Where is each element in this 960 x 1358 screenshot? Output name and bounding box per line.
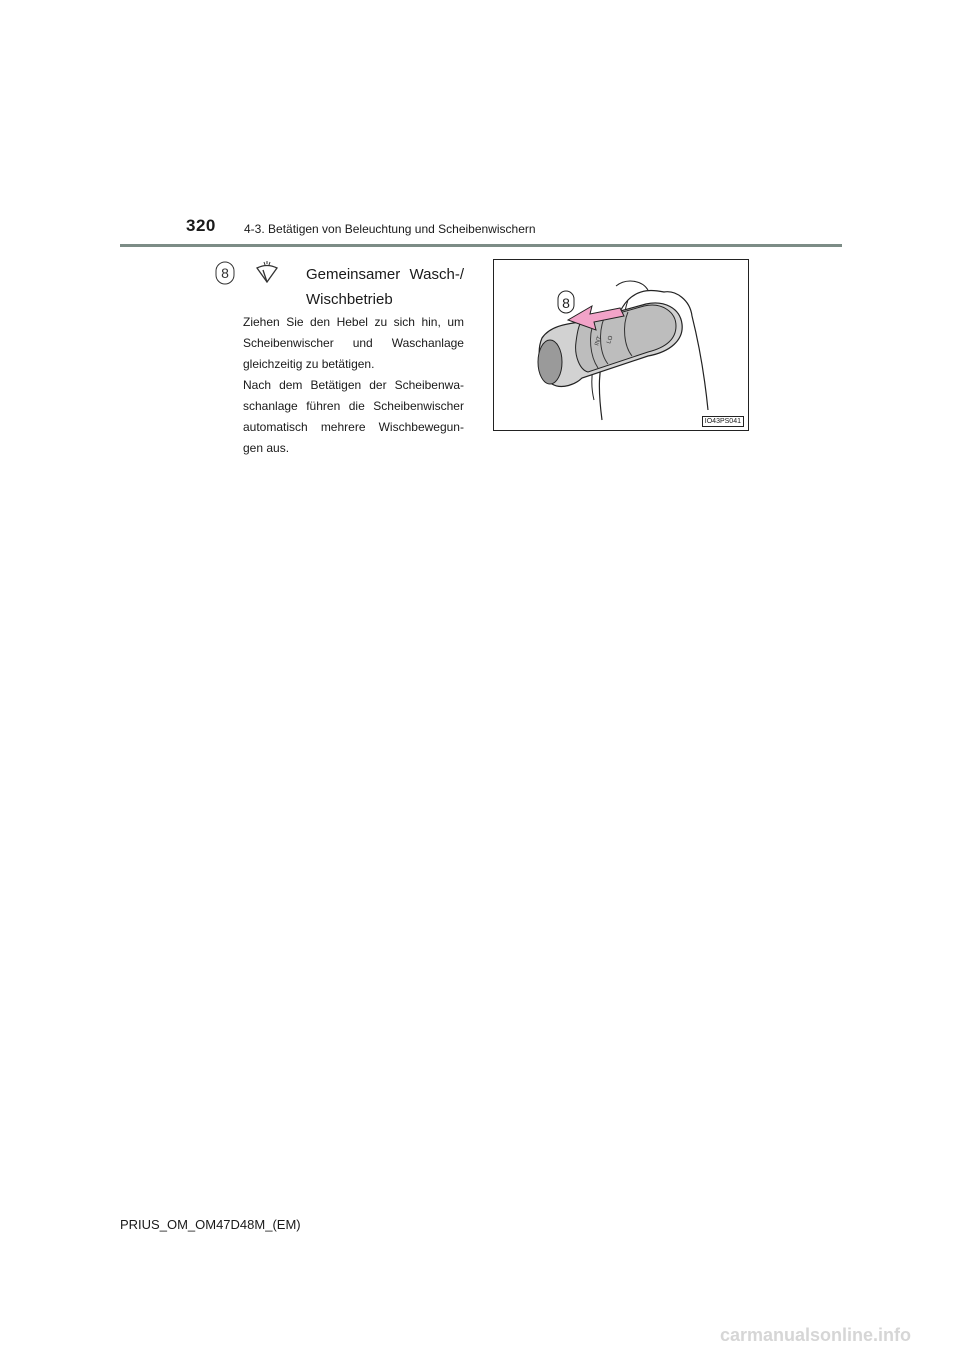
word: dem [279, 378, 303, 392]
paragraph-2 [243, 375, 464, 459]
item-heading [258, 262, 464, 312]
paragraph-line: gleichzeitig zu betätigen. [243, 357, 375, 371]
svg-text:INT: INT [594, 335, 604, 347]
word: Nach [243, 378, 272, 392]
word: und [352, 336, 373, 350]
word: Scheibenwischer [373, 399, 464, 413]
item-marker-label: 8 [221, 265, 229, 281]
word: automatisch [243, 420, 308, 434]
item-heading-word2: Wasch-/ [409, 266, 464, 283]
word: zu [374, 315, 388, 329]
word: Sie [286, 315, 304, 329]
paragraph-line: gen aus. [243, 441, 290, 455]
word: der [369, 378, 387, 392]
paragraph-1 [243, 312, 464, 375]
word: führen [306, 399, 341, 413]
word: schanlage [243, 399, 298, 413]
word: die [348, 399, 365, 413]
word: Scheibenwa- [394, 378, 464, 392]
svg-text:LO: LO [606, 335, 615, 345]
word: Hebel [336, 315, 368, 329]
item-heading-word1: Gemeinsamer [306, 266, 401, 283]
watermark: carmanualsonline.info [720, 1325, 912, 1345]
header-rule [120, 244, 842, 247]
figure-marker-label: 8 [562, 295, 570, 311]
footer-doc-code: PRIUS_OM_OM47D48M_(EM) [120, 1217, 301, 1232]
section-title: 4-3. Betätigen von Beleuchtung und Scheibenwischern [244, 222, 536, 236]
word: um [447, 315, 464, 329]
word: den [310, 315, 331, 329]
page-number: 320 [186, 216, 216, 235]
item-heading-line2: Wischbetrieb [306, 291, 393, 308]
figure-illustration [493, 259, 749, 431]
word: Waschanlage [391, 336, 464, 350]
word: Scheibenwischer [243, 336, 334, 350]
word: Wischbewegun- [378, 420, 464, 434]
item-marker-8 [215, 261, 235, 285]
word: mehrere [320, 420, 366, 434]
figure-code: IO43PS041 [702, 416, 744, 427]
word: hin, [421, 315, 441, 329]
word: Betätigen [310, 378, 362, 392]
word: sich [393, 315, 415, 329]
wiper-lever-illustration [494, 260, 749, 431]
word: Ziehen [243, 315, 280, 329]
